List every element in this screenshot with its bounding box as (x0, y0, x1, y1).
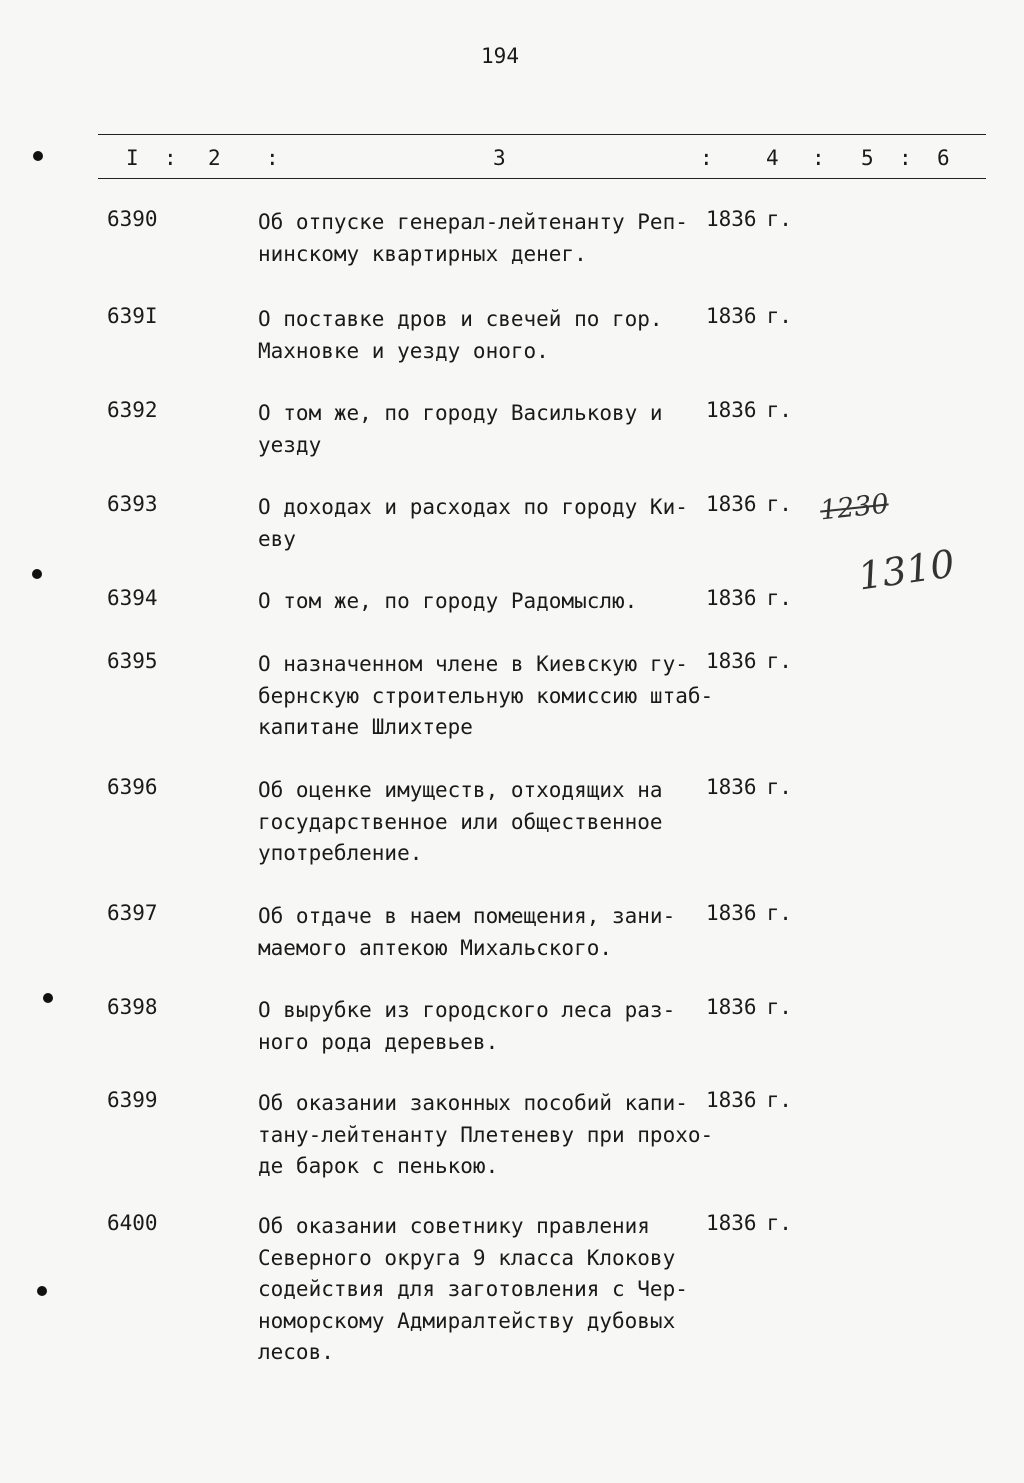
column-separator: : (899, 146, 912, 170)
description-line: Об отпуске генерал-лейтенанту Реп- (258, 210, 688, 234)
year-suffix: г. (766, 586, 792, 610)
column-header-3: 3 (493, 146, 506, 170)
year-value: 1836 (706, 775, 757, 799)
year-value: 1836 (706, 492, 757, 516)
entry-description (258, 398, 708, 461)
entry-description (258, 586, 708, 618)
entry-year (706, 901, 792, 925)
year-suffix: г. (766, 492, 792, 516)
column-separator: : (164, 146, 177, 170)
entry-number: 6390 (107, 207, 158, 231)
entry-description (258, 649, 714, 744)
description-line: ного рода деревьев. (258, 1029, 499, 1054)
description-line: О доходах и расходах по городу Ки- (258, 495, 688, 519)
entry-number: 6399 (107, 1088, 158, 1112)
description-line: капитане Шлихтере (258, 715, 473, 739)
entry-description (258, 1211, 708, 1369)
entry-number: 6395 (107, 649, 158, 673)
description-line: О поставке дров и свечей по гор. (258, 307, 663, 331)
entry-year (706, 207, 792, 231)
entry-description (258, 492, 708, 555)
punch-hole-mark (32, 569, 42, 579)
description-line: еву (258, 526, 296, 551)
description-line: Махновке и уезду оного. (258, 338, 549, 363)
column-header-4: 4 (766, 146, 779, 170)
page-number: 194 (481, 44, 519, 68)
description-line: уезду (258, 432, 322, 457)
description-line: Об оказании законных пособий капи- (258, 1091, 688, 1115)
entry-number: 6396 (107, 775, 158, 799)
year-suffix: г. (766, 995, 792, 1019)
column-header-1: I (126, 146, 139, 170)
description-line: Северного округа 9 класса Клокову (258, 1245, 676, 1270)
year-suffix: г. (766, 1211, 792, 1235)
description-line: О том же, по городу Василькову и (258, 401, 663, 425)
year-value: 1836 (706, 398, 757, 422)
entry-description (258, 207, 708, 270)
description-line: Об оценке имуществ, отходящих на (258, 778, 663, 802)
entry-year (706, 492, 792, 516)
description-line: номорскому Адмиралтейству дубовых (258, 1308, 676, 1333)
description-line: О назначенном члене в Киевскую гу- (258, 652, 688, 676)
column-header-2: 2 (208, 146, 221, 170)
description-line: Об отдаче в наем помещения, зани- (258, 904, 676, 928)
year-suffix: г. (766, 398, 792, 422)
year-suffix: г. (766, 207, 792, 231)
column-header-6: 6 (937, 146, 950, 170)
entry-year (706, 304, 792, 328)
description-line: употребление. (258, 841, 423, 865)
punch-hole-mark (33, 151, 43, 161)
entry-description (258, 995, 708, 1058)
description-line: бернскую строительную комиссию штаб- (258, 683, 714, 708)
description-line: О вырубке из городского леса раз- (258, 998, 676, 1022)
entry-year (706, 586, 792, 610)
description-line: де барок с пенькою. (258, 1154, 499, 1178)
year-suffix: г. (766, 1088, 792, 1112)
punch-hole-mark (43, 993, 53, 1003)
entry-description (258, 1088, 714, 1183)
entry-year (706, 775, 792, 799)
entry-year (706, 1088, 792, 1112)
handwritten-folio-note: 1230 (818, 488, 891, 527)
entry-number: 6393 (107, 492, 158, 516)
description-line: тану-лейтенанту Плетеневу при прохо- (258, 1122, 714, 1147)
description-line: нинскому квартирных денег. (258, 241, 587, 266)
entry-year (706, 649, 792, 673)
entry-description (258, 775, 708, 870)
year-value: 1836 (706, 1211, 757, 1235)
column-header-5: 5 (861, 146, 874, 170)
year-value: 1836 (706, 586, 757, 610)
description-line: Об оказании советнику правления (258, 1214, 650, 1238)
year-value: 1836 (706, 207, 757, 231)
entry-description (258, 901, 708, 964)
entry-number: 6397 (107, 901, 158, 925)
entry-description (258, 304, 708, 367)
description-line: О том же, по городу Радомыслю. (258, 589, 638, 613)
entry-year (706, 995, 792, 1019)
year-value: 1836 (706, 1088, 757, 1112)
header-top-rule (98, 134, 986, 135)
column-separator: : (812, 146, 825, 170)
column-separator: : (700, 146, 713, 170)
handwritten-folio-note: 1310 (855, 541, 958, 599)
year-value: 1836 (706, 995, 757, 1019)
year-value: 1836 (706, 649, 757, 673)
entry-number: 6394 (107, 586, 158, 610)
year-value: 1836 (706, 304, 757, 328)
description-line: лесов. (258, 1340, 334, 1364)
entry-number: 6400 (107, 1211, 158, 1235)
year-suffix: г. (766, 901, 792, 925)
column-separator: : (266, 146, 279, 170)
punch-hole-mark (37, 1286, 47, 1296)
year-suffix: г. (766, 775, 792, 799)
entry-number: 639I (107, 304, 158, 328)
year-value: 1836 (706, 901, 757, 925)
entry-year (706, 398, 792, 422)
entry-number: 6398 (107, 995, 158, 1019)
description-line: государственное или общественное (258, 809, 663, 834)
description-line: содействия для заготовления с Чер- (258, 1277, 688, 1301)
header-bottom-rule (98, 178, 986, 179)
year-suffix: г. (766, 649, 792, 673)
entry-number: 6392 (107, 398, 158, 422)
year-suffix: г. (766, 304, 792, 328)
entry-year (706, 1211, 792, 1235)
description-line: маемого аптекою Михальского. (258, 935, 613, 960)
